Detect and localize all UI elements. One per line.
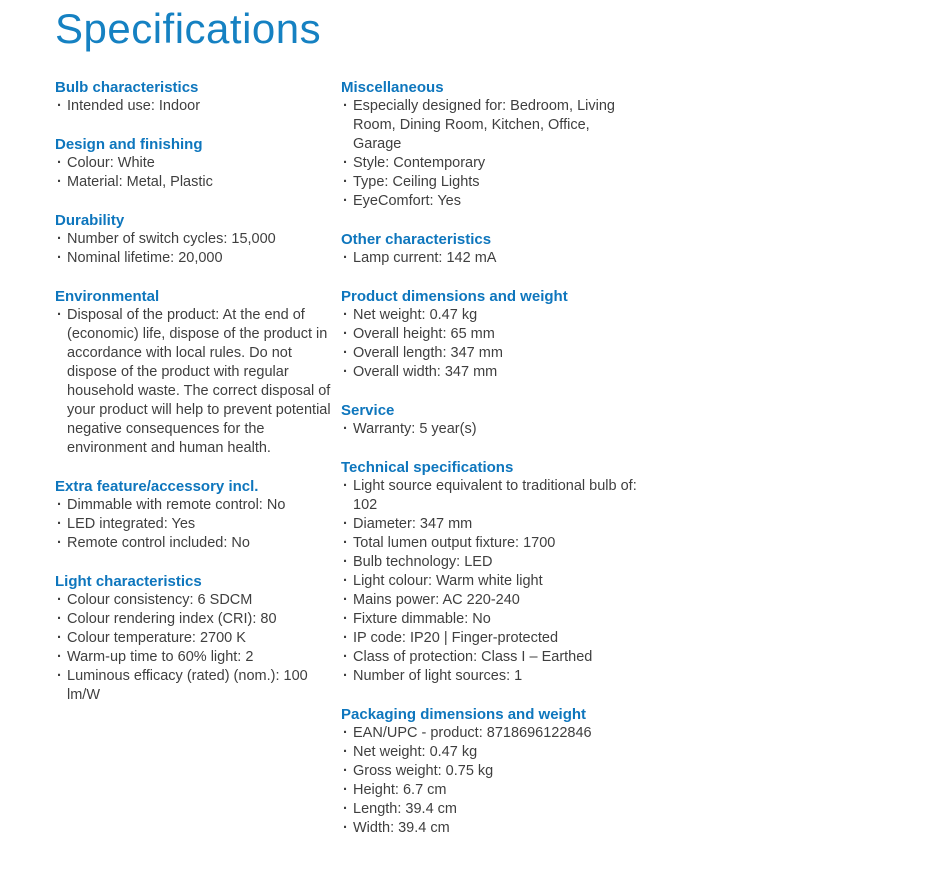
spec-item: · Colour consistency: 6 SDCM <box>55 591 341 610</box>
spec-item: · Light source equivalent to traditional bulb of: 102 <box>341 477 641 515</box>
spec-item: · Disposal of the product: At the end of (economic) life, dispose of the product in accordance with local rules. Do not dispose of the product with regular household waste. The correct disposal of your product will help to prevent potential negative consequences for the environment and human health. <box>55 306 341 458</box>
spec-item: · Warranty: 5 year(s) <box>341 420 641 439</box>
spec-item: · Net weight: 0.47 kg <box>341 743 641 762</box>
section-heading: Other characteristics <box>341 231 492 249</box>
section-heading: Extra feature/accessory incl. <box>55 478 259 496</box>
section-heading: Packaging dimensions and weight <box>341 706 587 724</box>
spec-section <box>55 78 341 116</box>
spec-list <box>55 591 341 705</box>
spec-section <box>341 287 641 382</box>
spec-item: · Diameter: 347 mm <box>341 515 641 534</box>
spec-item: · Overall height: 65 mm <box>341 325 641 344</box>
spec-section <box>341 458 641 686</box>
section-heading: Bulb characteristics <box>55 79 199 97</box>
spec-item: · Luminous efficacy (rated) (nom.): 100 lm/W <box>55 667 341 705</box>
section-heading: Durability <box>55 212 125 230</box>
spec-list <box>55 496 341 553</box>
spec-item: · Total lumen output fixture: 1700 <box>341 534 641 553</box>
section-heading: Environmental <box>55 288 160 306</box>
spec-item: · Colour temperature: 2700 K <box>55 629 341 648</box>
spec-item: · Especially designed for: Bedroom, Living Room, Dining Room, Kitchen, Office, Garage <box>341 97 641 154</box>
spec-item: · Width: 39.4 cm <box>341 819 641 838</box>
spec-item: · Number of light sources: 1 <box>341 667 641 686</box>
section-heading: Miscellaneous <box>341 79 444 97</box>
spec-section <box>341 78 641 211</box>
spec-section <box>55 287 341 458</box>
spec-list <box>55 154 341 192</box>
spec-list <box>55 230 341 268</box>
spec-list <box>341 420 641 439</box>
spec-item: · LED integrated: Yes <box>55 515 341 534</box>
spec-item: · Nominal lifetime: 20,000 <box>55 249 341 268</box>
spec-item: · Light colour: Warm white light <box>341 572 641 591</box>
spec-item: · Fixture dimmable: No <box>341 610 641 629</box>
spec-item: · Length: 39.4 cm <box>341 800 641 819</box>
spec-item: · Bulb technology: LED <box>341 553 641 572</box>
spec-list <box>55 97 341 116</box>
spec-item: · IP code: IP20 | Finger-protected <box>341 629 641 648</box>
spec-item: · Height: 6.7 cm <box>341 781 641 800</box>
spec-section <box>55 477 341 553</box>
spec-item: · Colour: White <box>55 154 341 173</box>
spec-item: · Style: Contemporary <box>341 154 641 173</box>
spec-list <box>55 306 341 458</box>
spec-list <box>341 724 641 838</box>
spec-item: · EAN/UPC - product: 8718696122846 <box>341 724 641 743</box>
section-heading: Design and finishing <box>55 136 203 154</box>
spec-item: · Net weight: 0.47 kg <box>341 306 641 325</box>
spec-item: · Lamp current: 142 mA <box>341 249 641 268</box>
spec-list <box>341 249 641 268</box>
spec-item: · Dimmable with remote control: No <box>55 496 341 515</box>
spec-list <box>341 306 641 382</box>
spec-section <box>341 705 641 838</box>
section-heading: Light characteristics <box>55 573 202 591</box>
right-column <box>341 78 641 857</box>
spec-item: · Colour rendering index (CRI): 80 <box>55 610 341 629</box>
spec-section <box>341 230 641 268</box>
page-title: Specifications <box>55 5 322 52</box>
spec-item: · Gross weight: 0.75 kg <box>341 762 641 781</box>
spec-section <box>55 211 341 268</box>
spec-section <box>341 401 641 439</box>
spec-item: · Overall width: 347 mm <box>341 363 641 382</box>
section-heading: Service <box>341 402 395 420</box>
spec-columns <box>55 78 949 857</box>
section-heading: Technical specifications <box>341 459 514 477</box>
spec-item: · Number of switch cycles: 15,000 <box>55 230 341 249</box>
spec-item: · Mains power: AC 220-240 <box>341 591 641 610</box>
left-column <box>55 78 341 724</box>
spec-section <box>55 572 341 705</box>
spec-item: · Intended use: Indoor <box>55 97 341 116</box>
section-heading: Product dimensions and weight <box>341 288 568 306</box>
spec-item: · Warm-up time to 60% light: 2 <box>55 648 341 667</box>
spec-item: · Remote control included: No <box>55 534 341 553</box>
spec-item: · Overall length: 347 mm <box>341 344 641 363</box>
spec-item: · Material: Metal, Plastic <box>55 173 341 192</box>
spec-item: · EyeComfort: Yes <box>341 192 641 211</box>
spec-list <box>341 97 641 211</box>
spec-item: · Type: Ceiling Lights <box>341 173 641 192</box>
spec-list <box>341 477 641 686</box>
spec-item: · Class of protection: Class I – Earthed <box>341 648 641 667</box>
spec-section <box>55 135 341 192</box>
